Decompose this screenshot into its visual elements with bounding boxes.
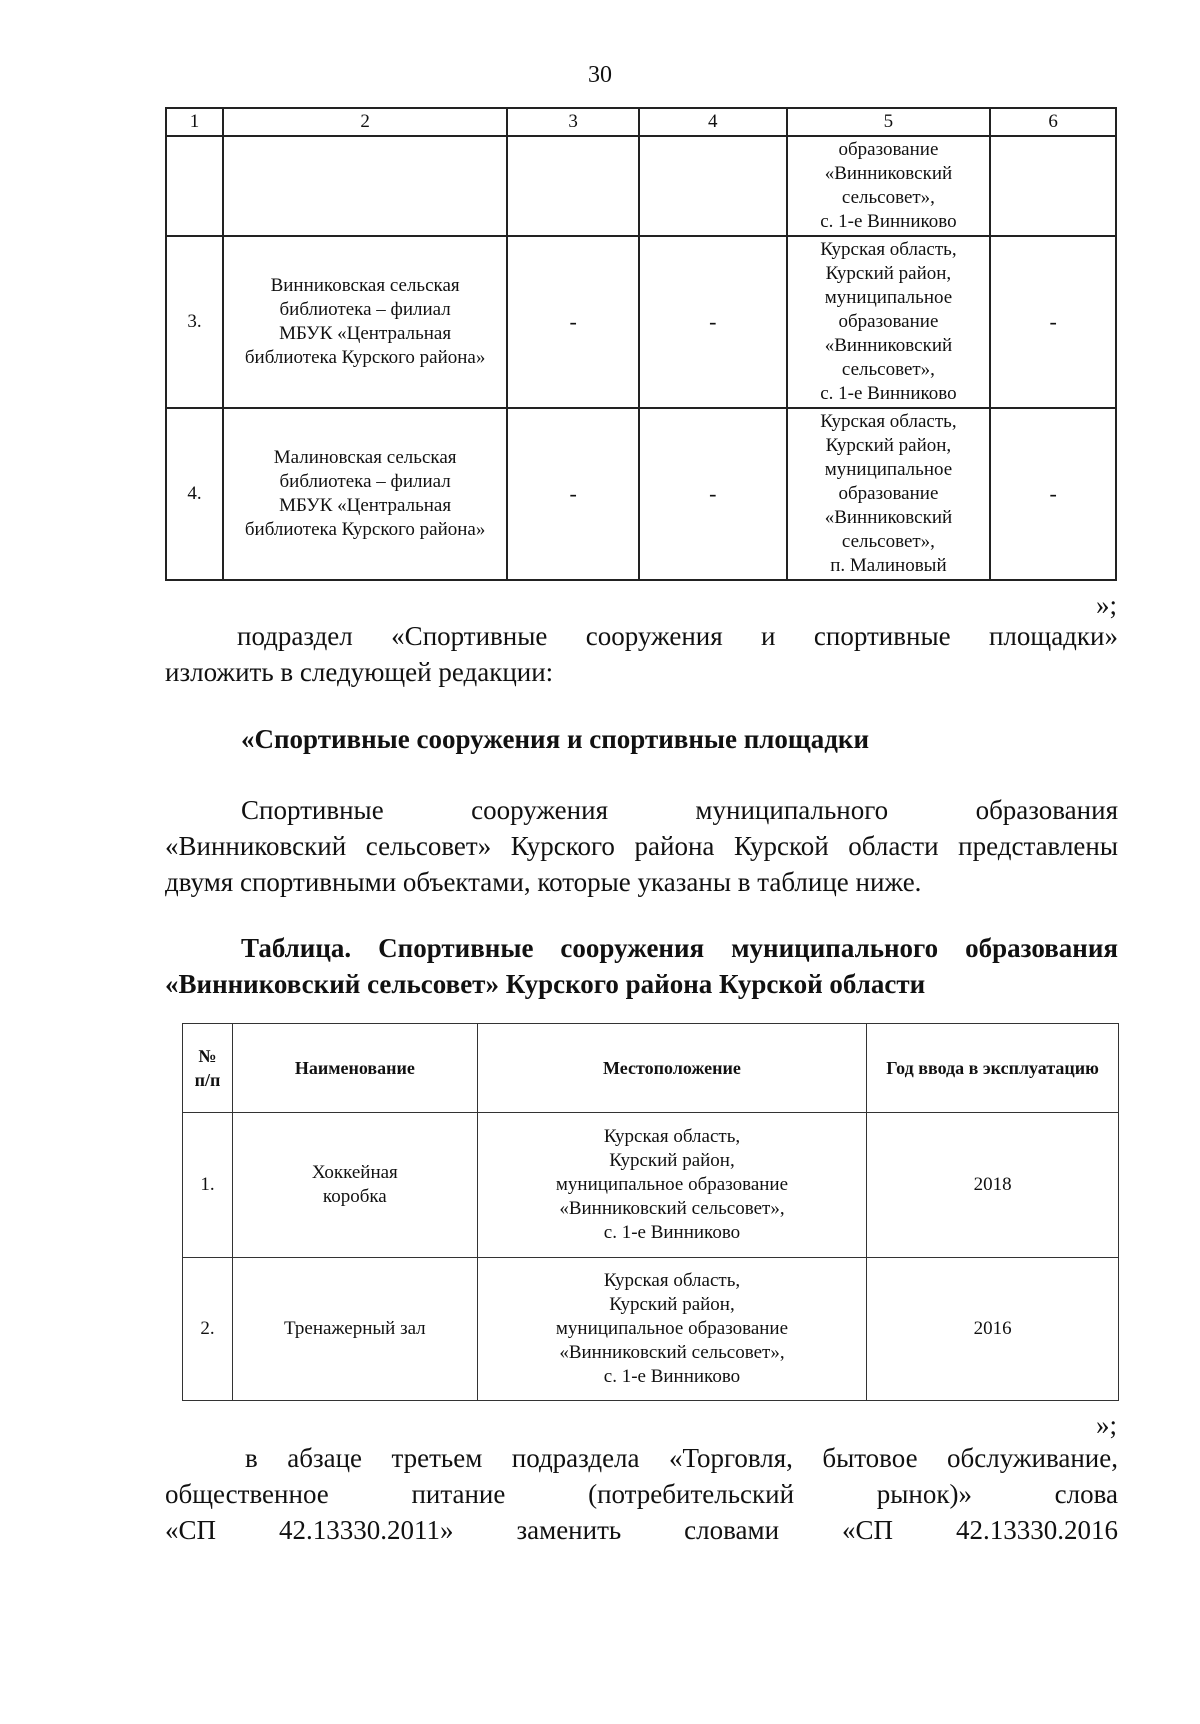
header-cell: 2: [223, 108, 507, 136]
location-line: сельсовет»,: [841, 187, 935, 208]
row-number: 2.: [183, 1258, 233, 1401]
location-line: образование: [838, 311, 939, 332]
name-line: МБУК «Центральная: [279, 495, 452, 516]
location-line: с. 1-е Винниково: [820, 383, 957, 404]
paragraph-line: изложить в следующей редакции:: [165, 657, 554, 687]
location-line: с. 1-е Винниково: [603, 1366, 741, 1387]
row-year: 2016: [867, 1258, 1119, 1401]
location-line: «Винниковский: [824, 163, 953, 184]
location-line: п. Малиновый: [830, 555, 947, 576]
location-line: Курский район,: [609, 1150, 735, 1171]
location-line: муниципальное образование: [555, 1174, 789, 1195]
name-line: библиотека Курского района»: [244, 519, 486, 540]
location-line: Курская область,: [820, 411, 957, 432]
name-line: Винниковская сельская: [270, 275, 460, 296]
closing-quote: »;: [1095, 590, 1117, 620]
location-line: Курский район,: [825, 263, 952, 284]
table-header-row: [166, 108, 1116, 136]
row-location: [787, 236, 991, 408]
header-name: Наименование: [232, 1024, 477, 1113]
row-col3: -: [507, 236, 639, 408]
row-name: [232, 1258, 477, 1401]
header-location: Местоположение: [477, 1024, 867, 1113]
row-name: [232, 1113, 477, 1258]
row-location: [477, 1258, 867, 1401]
table-row: [183, 1113, 1119, 1258]
row-col6: -: [990, 236, 1116, 408]
location-line: образование: [838, 483, 939, 504]
header-cell: 3: [507, 108, 639, 136]
location-line: Курская область,: [603, 1126, 741, 1147]
location-line: сельсовет»,: [841, 359, 935, 380]
row-col4: [639, 136, 787, 236]
row-col4: -: [639, 236, 787, 408]
header-cell: 1: [166, 108, 223, 136]
table-row: [183, 1258, 1119, 1401]
page-number: 30: [588, 62, 612, 88]
row-location: [787, 136, 991, 236]
paragraph-line: подраздел «Спортивные сооружения и спортивные площадки»: [237, 621, 1118, 651]
name-line: Малиновская сельская: [273, 447, 457, 468]
header-cell: 5: [787, 108, 991, 136]
paragraph-line: в абзаце третьем подраздела «Торговля, бытовое обслуживание,: [245, 1443, 1118, 1473]
row-name: [223, 136, 507, 236]
row-col6: -: [990, 408, 1116, 580]
name-line: библиотека – филиал: [279, 299, 451, 320]
location-line: с. 1-е Винниково: [820, 211, 957, 232]
paragraph-line: «Винниковский сельсовет» Курского района Курской области представлены: [165, 831, 1118, 861]
name-line: коробка: [322, 1186, 387, 1207]
name-line: Хоккейная: [311, 1162, 398, 1183]
location-line: Курская область,: [603, 1270, 741, 1291]
location-line: «Винниковский сельсовет»,: [559, 1342, 785, 1363]
name-line: МБУК «Центральная: [279, 323, 452, 344]
location-line: муниципальное: [824, 459, 953, 480]
name-line: библиотека – филиал: [279, 471, 451, 492]
row-col3: -: [507, 408, 639, 580]
name-line: Тренажерный зал: [284, 1318, 426, 1339]
caption-line: «Винниковский сельсовет» Курского района Курской области: [165, 969, 926, 999]
location-line: «Винниковский сельсовет»,: [559, 1198, 785, 1219]
paragraph-line: двумя спортивными объектами, которые указаны в таблице ниже.: [165, 867, 922, 897]
location-line: Курский район,: [609, 1294, 735, 1315]
row-location: [477, 1113, 867, 1258]
location-line: образование: [838, 139, 939, 160]
table-caption: [165, 930, 1118, 1002]
closing-quote: »;: [1095, 1410, 1117, 1440]
location-line: Курская область,: [820, 239, 957, 260]
paragraph-line: «СП 42.13330.2011» заменить словами «СП 42.13330.2016: [165, 1515, 1118, 1545]
header-cell: 6: [990, 108, 1116, 136]
paragraph-line: Спортивные сооружения муниципального образования: [241, 795, 1118, 825]
paragraph-line: общественное питание (потребительский рынок)» слова: [165, 1479, 1118, 1509]
header-cell: 4: [639, 108, 787, 136]
header-num: № п/п: [183, 1024, 233, 1113]
location-line: муниципальное образование: [555, 1318, 789, 1339]
location-line: с. 1-е Винниково: [603, 1222, 741, 1243]
row-col4: -: [639, 408, 787, 580]
location-line: «Винниковский: [824, 507, 953, 528]
row-year: 2018: [867, 1113, 1119, 1258]
row-number: [166, 136, 223, 236]
section-heading: «Спортивные сооружения и спортивные площадки: [241, 724, 870, 754]
library-table-continued: [165, 107, 1117, 581]
table-row: [166, 236, 1116, 408]
row-col3: [507, 136, 639, 236]
row-number: 4.: [166, 408, 223, 580]
header-year: Год ввода в эксплуатацию: [867, 1024, 1119, 1113]
table-row: [166, 136, 1116, 236]
row-name: [223, 408, 507, 580]
name-line: библиотека Курского района»: [244, 347, 486, 368]
sport-facilities-table: [182, 1023, 1119, 1401]
location-line: «Винниковский: [824, 335, 953, 356]
row-col6: [990, 136, 1116, 236]
row-number: 3.: [166, 236, 223, 408]
table-header-row: [183, 1024, 1119, 1113]
location-line: сельсовет»,: [841, 531, 935, 552]
location-line: муниципальное: [824, 287, 953, 308]
row-name: [223, 236, 507, 408]
location-line: Курский район,: [825, 435, 952, 456]
caption-line: Таблица. Спортивные сооружения муниципального образования: [241, 933, 1118, 963]
row-number: 1.: [183, 1113, 233, 1258]
row-location: [787, 408, 991, 580]
table-row: [166, 408, 1116, 580]
